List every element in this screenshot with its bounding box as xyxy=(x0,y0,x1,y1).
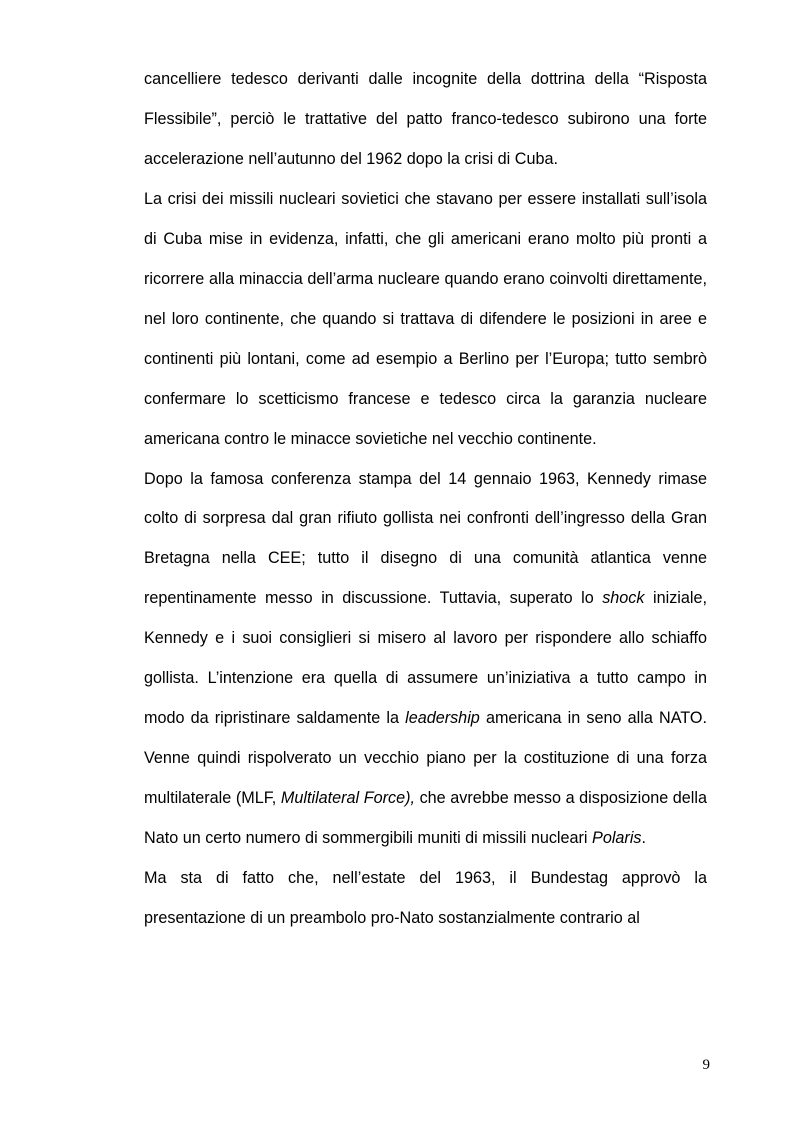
text-span: Ma sta di fatto che, nell’estate del 1963, il Bundestag approvò la presentazione di un preambolo pro-Nato sostanzialmente contrario al xyxy=(144,869,707,928)
paragraph xyxy=(144,180,707,460)
text-span: Dopo la famosa conferenza stampa del 14 gennaio 1963, Kennedy rimase colto di sorpresa dal gran rifiuto gollista nei confronti dell’ingresso della Gran Bretagna nella CEE; tutto il disegno di una comunità atlantica venne repentinamente messo in discussione. Tuttavia, superato lo xyxy=(144,469,707,608)
paragraph xyxy=(144,859,707,939)
text-span: americana in seno alla NATO. Venne quindi rispolverato un vecchio piano per la costituzione di una forza multilaterale (MLF, xyxy=(144,709,707,808)
text-span: iniziale, Kennedy e i suoi consiglieri si misero al lavoro per rispondere allo schiaffo gollista. L’intenzione era quella di assumere un’iniziativa a tutto campo in modo da ripristinare saldamente la xyxy=(144,589,707,728)
text-span: cancelliere tedesco derivanti dalle incognite della dottrina della “Risposta Flessibile”, perciò le trattative del patto franco-tedesco subirono una forte accelerazione nell’autunno del 1962 dopo la crisi di Cuba. xyxy=(144,70,707,168)
body-text xyxy=(144,60,707,939)
text-span: . xyxy=(641,829,647,848)
text-span: che avrebbe messo a disposizione della Nato un certo numero di sommergibili muniti di missili nucleari xyxy=(144,789,707,848)
paragraph xyxy=(144,60,707,180)
italic-text: Multilateral Force), xyxy=(280,789,415,808)
italic-text: shock xyxy=(602,589,645,608)
paragraph xyxy=(144,460,707,860)
italic-text: leadership xyxy=(405,709,480,728)
italic-text: Polaris xyxy=(592,829,642,848)
text-span: La crisi dei missili nucleari sovietici che stavano per essere installati sull’isola di Cuba mise in evidenza, infatti, che gli americani erano molto più pronti a ricorrere alla minaccia dell’arma nucleare quando erano coinvolti direttamente, nel loro continente, che quando si trattava di difendere le posizioni in aree e continenti più lontani, come ad esempio a Berlino per l’Europa; tutto sembrò confermare lo scetticismo francese e tedesco circa la garanzia nucleare americana contro le minacce sovietiche nel vecchio continente. xyxy=(144,189,707,448)
page-number: 9 xyxy=(702,1057,710,1073)
